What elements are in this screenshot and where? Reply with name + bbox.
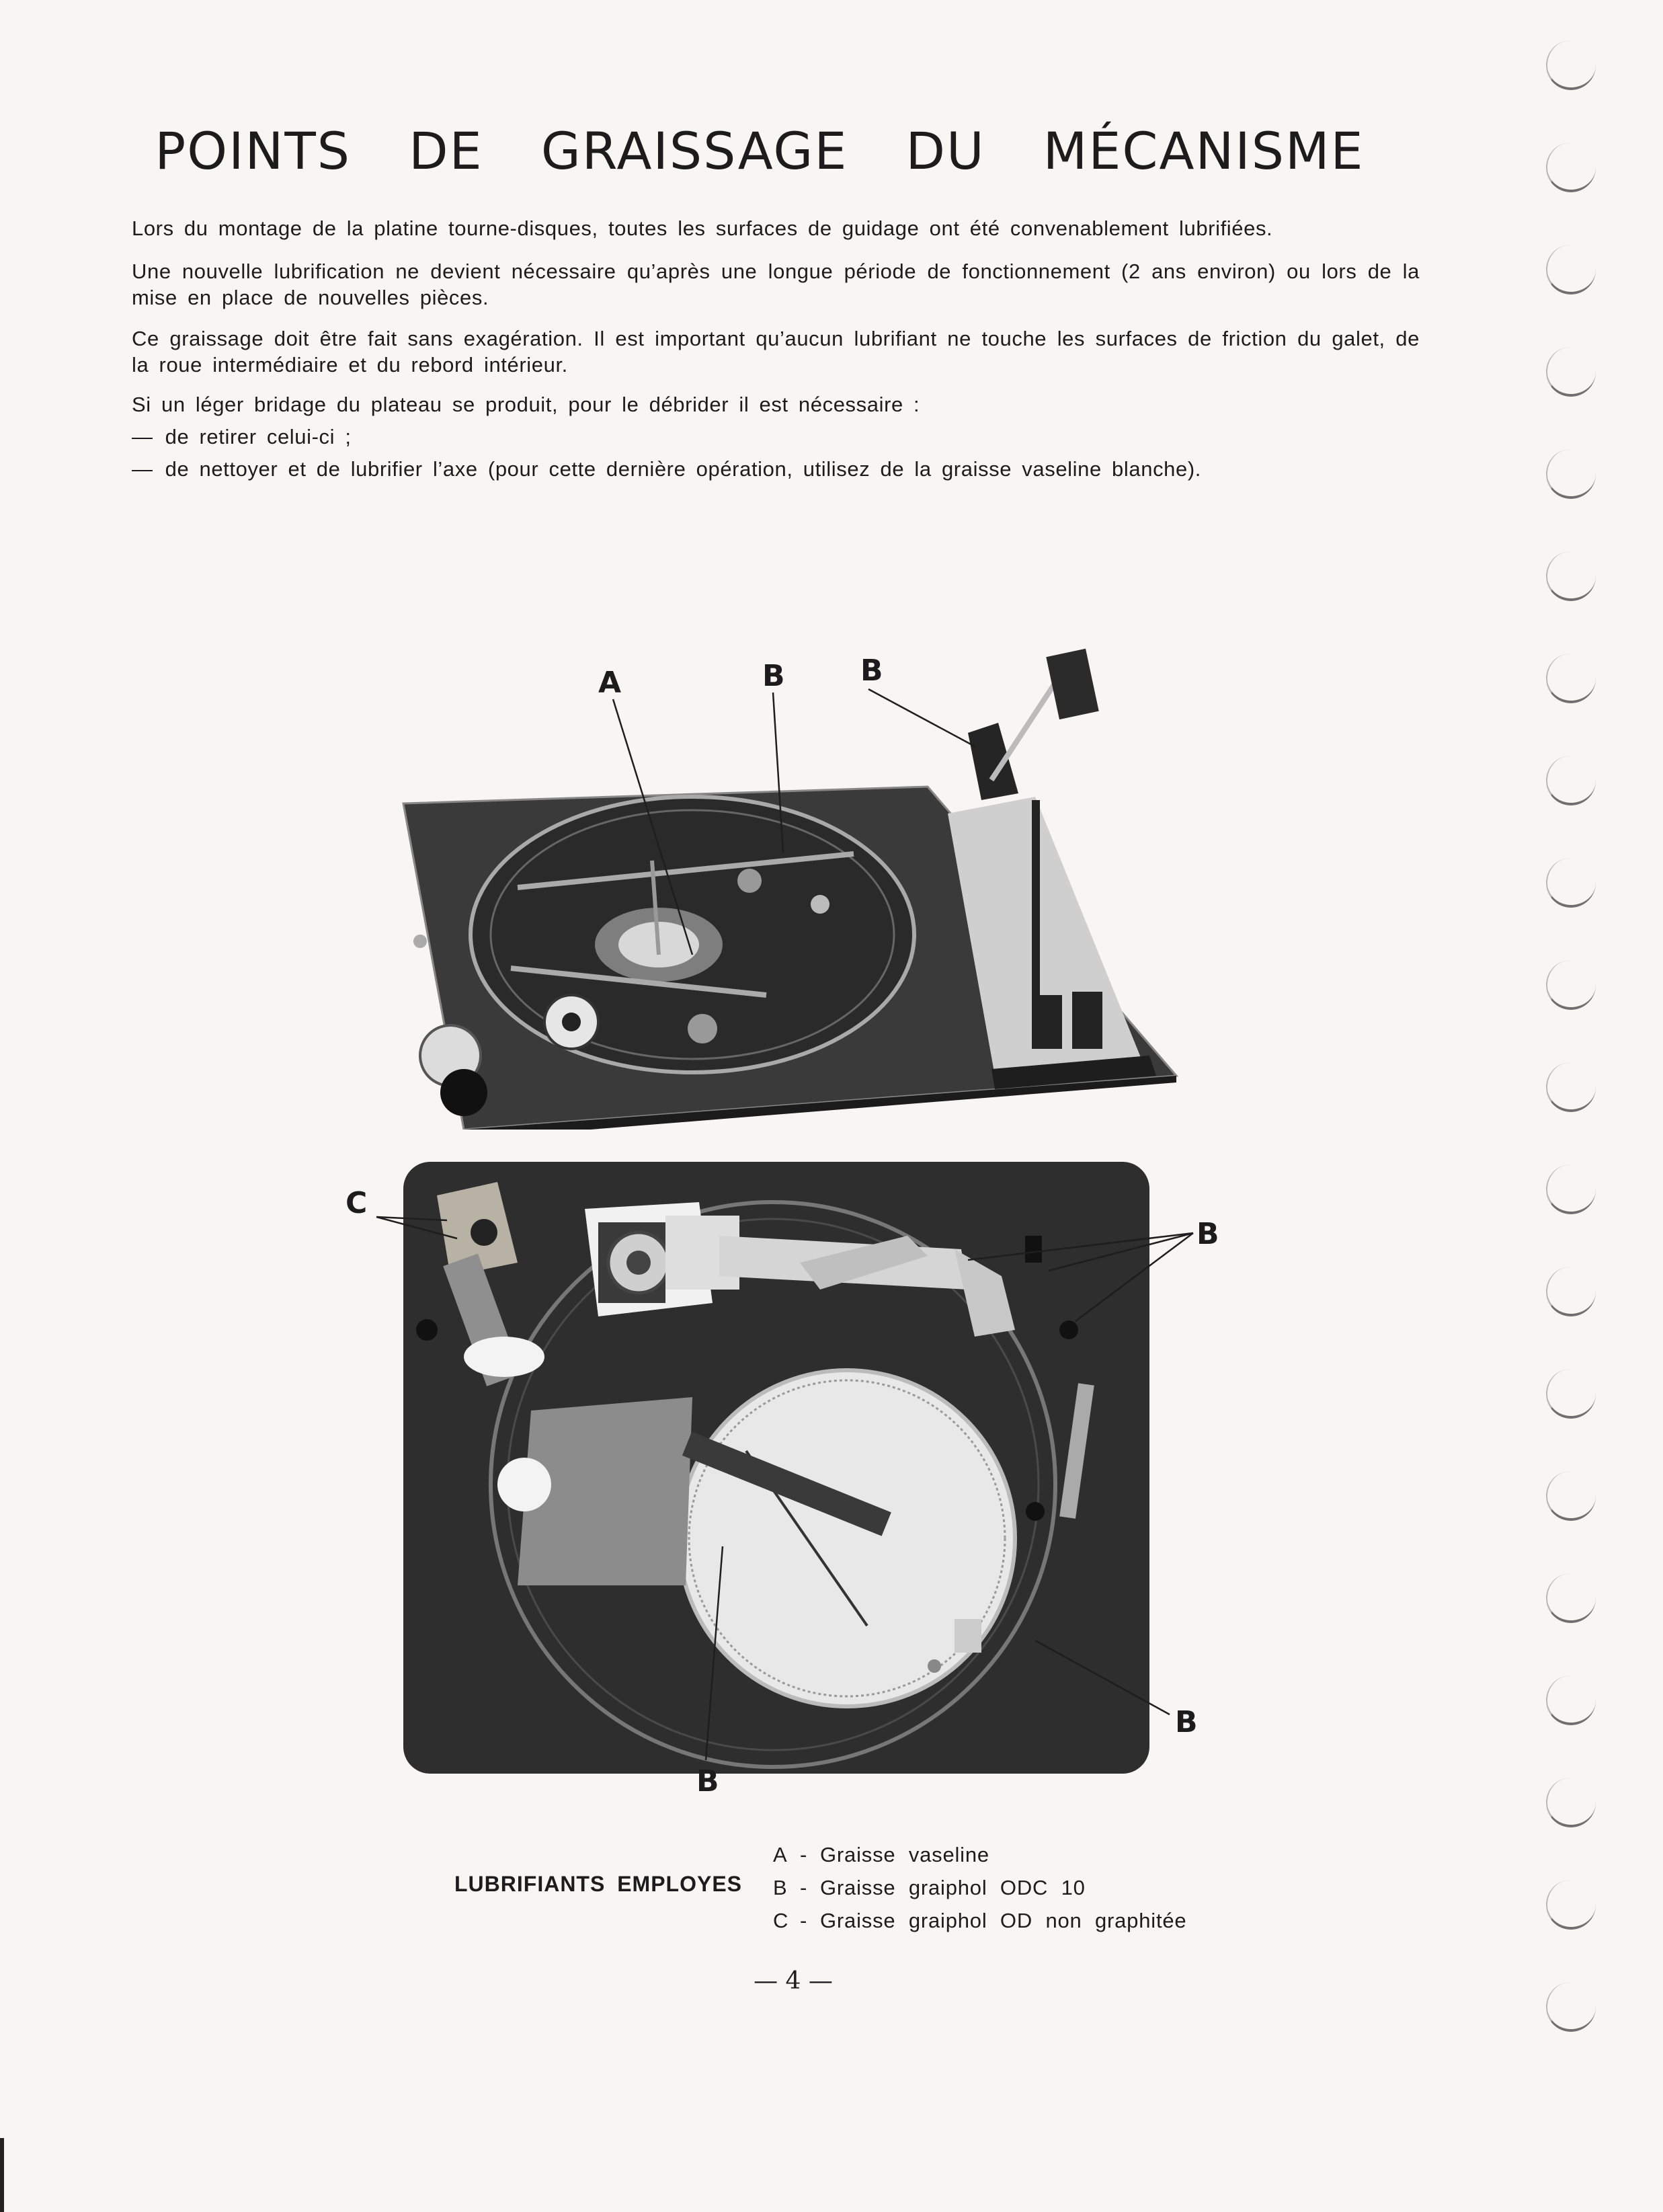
page-number: — 4 — — [754, 1967, 833, 1995]
callout-label-b: B — [762, 659, 785, 693]
callout-label-c: C — [346, 1186, 368, 1220]
list-dash: — — [132, 425, 153, 448]
binder-hole — [1546, 756, 1596, 805]
paragraph-platter-binding: Si un léger bridage du plateau se produit, pour le débrider il est nécessaire : — [132, 393, 920, 416]
binder-hole — [1546, 654, 1596, 703]
callout-label-b: B — [1196, 1217, 1219, 1251]
legend-item — [773, 1838, 1186, 1871]
binder-hole — [1546, 449, 1596, 499]
legend-separator: - — [800, 1876, 808, 1899]
paragraph-relubrication: Une nouvelle lubrification ne devient nécessaire qu’après une longue période de fonctionnement (2 ans environ) ou lors de la mise en place de nouvelles pièces. — [132, 260, 1420, 309]
callout-label-b: B — [860, 654, 883, 688]
legend-separator: - — [800, 1909, 808, 1932]
list-dash: — — [132, 457, 153, 481]
page-edge-mark — [0, 2138, 4, 2212]
binder-hole — [1546, 347, 1596, 397]
legend-separator: - — [800, 1843, 808, 1866]
binder-hole — [1546, 1982, 1596, 2032]
callout-label-b: B — [696, 1764, 719, 1799]
binder-hole — [1546, 960, 1596, 1010]
callout-label-a: A — [598, 666, 622, 700]
legend-key: A — [773, 1843, 788, 1866]
legend-item — [773, 1904, 1186, 1937]
legend-list — [773, 1838, 1186, 1937]
legend-item — [773, 1871, 1186, 1904]
binder-hole — [1546, 1062, 1596, 1112]
binder-hole — [1546, 143, 1596, 192]
binder-hole — [1546, 1573, 1596, 1623]
binder-hole — [1546, 1778, 1596, 1827]
legend-key: C — [773, 1909, 789, 1932]
list-item — [132, 424, 1420, 450]
turntable-top-photo — [390, 645, 1183, 1130]
list-item-text: de retirer celui-ci ; — [165, 425, 352, 448]
page-title: POINTS DE GRAISSAGE DU MÉCANISME — [155, 121, 1365, 181]
paragraph-assembly: Lors du montage de la platine tourne-disques, toutes les surfaces de guidage ont été convenablement lubrifiées. — [132, 216, 1273, 240]
binder-hole — [1546, 245, 1596, 294]
binder-hole — [1546, 1164, 1596, 1214]
legend-text: Graisse graiphol OD non graphitée — [820, 1909, 1187, 1932]
binder-hole — [1546, 1267, 1596, 1316]
legend-key: B — [773, 1876, 788, 1899]
callout-label-b: B — [1175, 1705, 1198, 1739]
legend-text: Graisse vaseline — [820, 1843, 989, 1866]
legend-text: Graisse graiphol ODC 10 — [820, 1876, 1086, 1899]
binder-hole — [1546, 1471, 1596, 1521]
binder-hole — [1546, 1369, 1596, 1419]
binder-hole — [1546, 1675, 1596, 1725]
paragraph-caution: Ce graissage doit être fait sans exagération. Il est important qu’aucun lubrifiant ne touche les surfaces de friction du galet, de la roue intermédiaire et du rebord intérieur. — [132, 327, 1420, 377]
list-item — [132, 456, 1420, 482]
list-item-text: de nettoyer et de lubrifier l’axe (pour cette dernière opération, utilisez de la graisse vaseline blanche). — [165, 457, 1201, 481]
binder-hole — [1546, 40, 1596, 90]
binder-holes — [1539, 40, 1627, 2125]
turntable-underside-photo — [397, 1155, 1156, 1780]
binder-hole — [1546, 858, 1596, 908]
binder-hole — [1546, 1880, 1596, 1930]
binder-hole — [1546, 551, 1596, 601]
legend-heading: LUBRIFIANTS EMPLOYES — [454, 1872, 743, 1896]
